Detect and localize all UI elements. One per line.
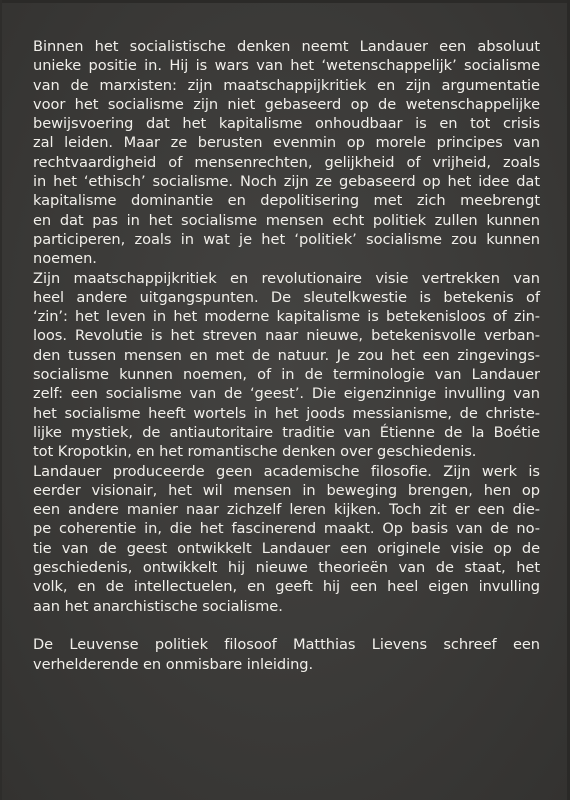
text-line: tie van de geest ontwikkelt Landauer een originele visie op de bbox=[33, 539, 540, 557]
paragraph-spacer bbox=[33, 616, 540, 635]
text-line: den tussen mensen en met de natuur. Je zou het een zingevings- bbox=[33, 346, 540, 364]
text-line: aan het anarchistische socialisme. bbox=[33, 597, 283, 615]
cover-top-edge bbox=[0, 0, 570, 3]
text-line: Zijn maatschappijkritiek en revolutionaire visie vertrekken van bbox=[33, 269, 540, 287]
text-line: van de marxisten: zijn maatschappijkritiek en zijn argumentatie bbox=[33, 76, 540, 94]
text-line: Landauer produceerde geen academische filosofie. Zijn werk is bbox=[33, 462, 540, 480]
text-line: een andere manier naar zichzelf leren kijken. Toch zit er een die- bbox=[33, 501, 540, 519]
paragraph-1 bbox=[33, 37, 540, 269]
text-line: socialisme kunnen noemen, of in de terminologie van Landauer bbox=[33, 366, 540, 384]
text-line: in het ‘ethisch’ socialisme. Noch zijn ze gebaseerd op het idee dat bbox=[33, 173, 540, 191]
text-line: het socialisme heeft wortels in het joods messianisme, de christe- bbox=[33, 404, 540, 422]
text-line: unieke positie in. Hij is wars van het ‘wetenschappelijk’ socialisme bbox=[33, 57, 540, 75]
text-line: en dat pas in het socialisme mensen echt politiek zullen kunnen bbox=[33, 211, 540, 229]
text-line: lijke mystiek, de antiautoritaire traditie van Étienne de la Boétie bbox=[33, 423, 540, 441]
text-line: voor het socialisme zijn niet gebaseerd op de wetenschappelijke bbox=[33, 95, 540, 113]
paragraph-4 bbox=[33, 635, 540, 674]
text-line: geschiedenis, ontwikkelt hij nieuwe theorieën van de staat, het bbox=[33, 559, 540, 577]
text-line: loos. Revolutie is het streven naar nieuwe, betekenisvolle verban- bbox=[33, 327, 540, 345]
text-line: zelf: een socialisme van de ‘geest’. Die eigenzinnige invulling van bbox=[33, 385, 540, 403]
text-line: volk, en de intellectuelen, en geeft hij een heel eigen invulling bbox=[33, 578, 540, 596]
text-line: tot Kropotkin, en het romantische denken over geschiedenis. bbox=[33, 443, 477, 461]
text-line: ‘zin’: het leven in het moderne kapitalisme is betekenisloos of zin- bbox=[33, 308, 540, 326]
paragraph-2 bbox=[33, 269, 540, 462]
text-line: participeren, zoals in wat je het ‘politiek’ socialisme zou kunnen bbox=[33, 230, 540, 248]
text-line: kapitalisme dominantie en depolitisering met zich meebrengt bbox=[33, 192, 540, 210]
text-line: Binnen het socialistische denken neemt Landauer een absoluut bbox=[33, 38, 540, 55]
text-line: zal leiden. Maar ze berusten evenmin op morele principes van bbox=[33, 134, 540, 152]
text-line: pe coherentie in, die het fascinerend maakt. Op basis van de no- bbox=[33, 520, 540, 538]
text-line: eerder visionair, het wil mensen in beweging brengen, hen op bbox=[33, 481, 540, 499]
text-line: rechtvaardigheid of mensenrechten, gelijkheid of vrijheid, zoals bbox=[33, 153, 540, 171]
blurb-text bbox=[33, 37, 540, 674]
cover-left-edge bbox=[0, 0, 2, 800]
paragraph-3 bbox=[33, 462, 540, 616]
text-line: verhelderende en onmisbare inleiding. bbox=[33, 655, 314, 673]
text-line: heel andere uitgangspunten. De sleutelkwestie is betekenis of bbox=[33, 288, 540, 306]
text-line: bewijsvoering dat het kapitalisme onhoudbaar is en tot crisis bbox=[33, 115, 540, 133]
text-line: noemen. bbox=[33, 250, 97, 268]
text-line: De Leuvense politiek filosoof Matthias Lievens schreef een bbox=[33, 636, 540, 654]
